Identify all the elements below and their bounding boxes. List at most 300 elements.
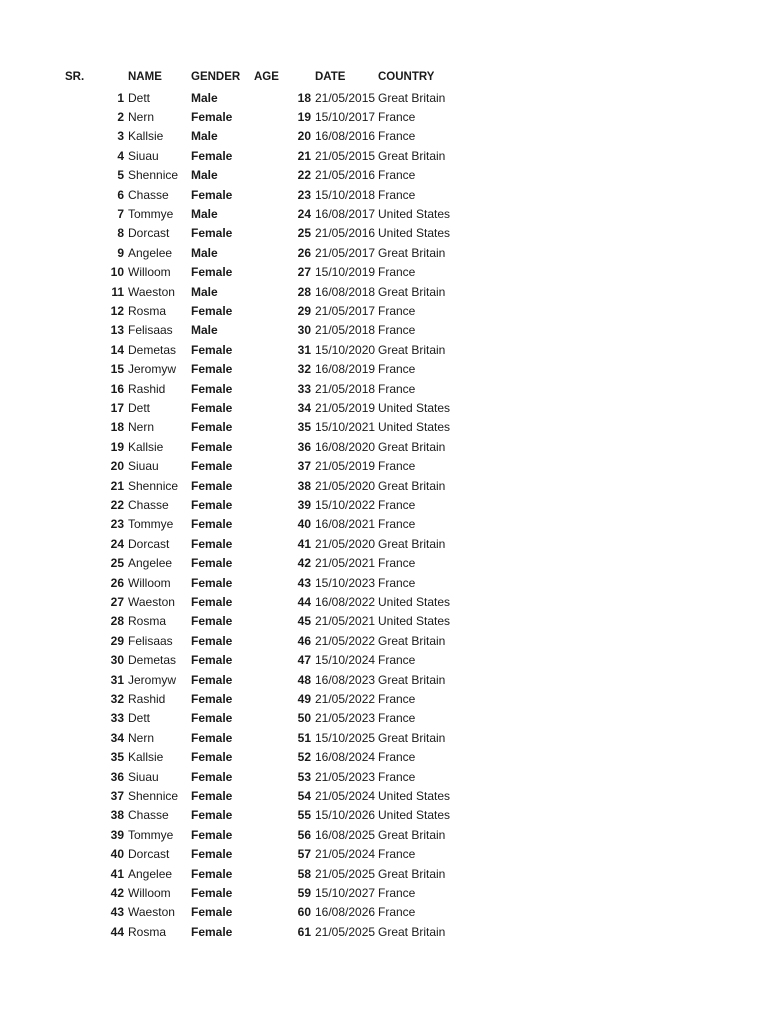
cell-name: Kallsie — [128, 129, 164, 144]
cell-sr: 25 — [110, 556, 124, 571]
cell-sr: 33 — [110, 711, 124, 726]
cell-sr: 28 — [110, 614, 124, 629]
cell-date: 21/05/2018 — [315, 381, 376, 396]
cell-country: France — [378, 459, 416, 474]
cell-age: 61 — [297, 924, 311, 939]
cell-country: France — [378, 265, 416, 280]
cell-name: Rosma — [128, 303, 167, 318]
cell-sr: 3 — [117, 129, 124, 144]
cell-date: 21/05/2022 — [315, 633, 376, 648]
cell-sr: 24 — [110, 536, 124, 551]
cell-sr: 42 — [110, 885, 124, 900]
cell-sr: 32 — [110, 691, 124, 706]
cell-country: France — [378, 575, 416, 590]
table-row — [0, 263, 768, 282]
table-row — [0, 690, 768, 709]
cell-age: 32 — [297, 362, 311, 377]
cell-country: United States — [378, 420, 451, 435]
cell-name: Waeston — [128, 905, 175, 920]
cell-age: 20 — [297, 129, 311, 144]
table-row — [0, 554, 768, 573]
cell-sr: 43 — [110, 905, 124, 920]
cell-sr: 31 — [110, 672, 124, 687]
cell-country: France — [378, 109, 416, 124]
cell-sr: 40 — [110, 847, 124, 862]
cell-sr: 36 — [110, 769, 124, 784]
cell-name: Nern — [128, 730, 155, 745]
cell-gender: Male — [191, 245, 218, 260]
cell-age: 35 — [297, 420, 311, 435]
table-row — [0, 166, 768, 185]
table-row — [0, 865, 768, 884]
cell-sr: 2 — [117, 109, 124, 124]
table-row — [0, 477, 768, 496]
cell-sr: 38 — [110, 808, 124, 823]
cell-country: France — [378, 517, 416, 532]
table-row — [0, 748, 768, 767]
table-row — [0, 787, 768, 806]
cell-date: 21/05/2021 — [315, 614, 376, 629]
cell-country: United States — [378, 594, 451, 609]
cell-name: Rosma — [128, 614, 167, 629]
cell-age: 38 — [297, 478, 311, 493]
cell-age: 18 — [297, 90, 311, 105]
cell-age: 40 — [297, 517, 311, 532]
cell-gender: Female — [191, 148, 233, 163]
cell-country: United States — [378, 614, 451, 629]
cell-name: Tommye — [128, 827, 174, 842]
cell-gender: Female — [191, 808, 233, 823]
cell-country: United States — [378, 808, 451, 823]
cell-sr: 29 — [110, 633, 124, 648]
cell-gender: Female — [191, 400, 233, 415]
cell-age: 29 — [297, 303, 311, 318]
cell-name: Shennice — [128, 168, 179, 183]
cell-date: 15/10/2026 — [315, 808, 376, 823]
cell-age: 25 — [297, 226, 311, 241]
cell-date: 21/05/2023 — [315, 769, 376, 784]
cell-country: France — [378, 885, 416, 900]
table-row — [0, 283, 768, 302]
cell-sr: 10 — [110, 265, 124, 280]
cell-country: Great Britain — [378, 478, 446, 493]
cell-name: Willoom — [128, 885, 171, 900]
cell-country: France — [378, 691, 416, 706]
cell-sr: 41 — [110, 866, 124, 881]
cell-country: United States — [378, 788, 451, 803]
cell-age: 26 — [297, 245, 311, 260]
table-row — [0, 496, 768, 515]
cell-age: 50 — [297, 711, 311, 726]
cell-country: France — [378, 168, 416, 183]
cell-sr: 14 — [110, 342, 124, 357]
table-row — [0, 244, 768, 263]
table-row — [0, 186, 768, 205]
cell-name: Chasse — [128, 808, 169, 823]
cell-sr: 6 — [117, 187, 124, 202]
cell-name: Shennice — [128, 788, 179, 803]
cell-gender: Female — [191, 866, 233, 881]
cell-country: France — [378, 556, 416, 571]
cell-name: Siuau — [128, 769, 159, 784]
cell-age: 24 — [297, 206, 311, 221]
cell-date: 21/05/2019 — [315, 400, 376, 415]
header-sr: SR. — [65, 71, 85, 83]
cell-country: France — [378, 769, 416, 784]
cell-gender: Female — [191, 711, 233, 726]
table-row — [0, 380, 768, 399]
table-row — [0, 651, 768, 670]
table-row — [0, 321, 768, 340]
cell-gender: Female — [191, 653, 233, 668]
cell-name: Dorcast — [128, 847, 170, 862]
header-name: NAME — [128, 71, 162, 83]
cell-gender: Female — [191, 556, 233, 571]
cell-country: France — [378, 303, 416, 318]
cell-gender: Female — [191, 750, 233, 765]
table-row — [0, 612, 768, 631]
cell-date: 15/10/2025 — [315, 730, 376, 745]
cell-gender: Female — [191, 478, 233, 493]
cell-age: 56 — [297, 827, 311, 842]
cell-sr: 8 — [117, 226, 124, 241]
cell-date: 16/08/2025 — [315, 827, 376, 842]
cell-date: 15/10/2024 — [315, 653, 376, 668]
cell-age: 53 — [297, 769, 311, 784]
cell-name: Dett — [128, 90, 151, 105]
cell-gender: Female — [191, 342, 233, 357]
cell-sr: 9 — [117, 245, 124, 260]
cell-gender: Female — [191, 362, 233, 377]
cell-gender: Female — [191, 847, 233, 862]
cell-date: 15/10/2020 — [315, 342, 376, 357]
table-row — [0, 709, 768, 728]
cell-name: Nern — [128, 420, 155, 435]
cell-country: France — [378, 497, 416, 512]
cell-country: Great Britain — [378, 633, 446, 648]
table-row — [0, 632, 768, 651]
table-row — [0, 360, 768, 379]
table-row — [0, 457, 768, 476]
cell-sr: 16 — [110, 381, 124, 396]
table-row — [0, 89, 768, 108]
cell-date: 15/10/2021 — [315, 420, 376, 435]
table-row — [0, 806, 768, 825]
cell-sr: 20 — [110, 459, 124, 474]
cell-sr: 22 — [110, 497, 124, 512]
cell-name: Angelee — [128, 245, 173, 260]
cell-name: Felisaas — [128, 323, 173, 338]
table-row — [0, 341, 768, 360]
table-row — [0, 768, 768, 787]
cell-sr: 34 — [110, 730, 124, 745]
cell-gender: Male — [191, 323, 218, 338]
cell-sr: 37 — [110, 788, 124, 803]
cell-date: 15/10/2023 — [315, 575, 376, 590]
table-row — [0, 205, 768, 224]
cell-country: Great Britain — [378, 536, 446, 551]
cell-country: France — [378, 323, 416, 338]
cell-gender: Female — [191, 730, 233, 745]
cell-age: 59 — [297, 885, 311, 900]
cell-date: 21/05/2020 — [315, 478, 376, 493]
cell-age: 47 — [297, 653, 311, 668]
table-row — [0, 923, 768, 942]
header-country: COUNTRY — [378, 71, 435, 83]
table-row — [0, 302, 768, 321]
cell-sr: 5 — [117, 168, 124, 183]
cell-name: Kallsie — [128, 750, 164, 765]
table-row — [0, 127, 768, 146]
cell-age: 43 — [297, 575, 311, 590]
table-row — [0, 515, 768, 534]
table-row — [0, 438, 768, 457]
cell-name: Rosma — [128, 924, 167, 939]
table-row — [0, 903, 768, 922]
cell-age: 52 — [297, 750, 311, 765]
cell-sr: 1 — [117, 90, 124, 105]
table-row — [0, 418, 768, 437]
cell-date: 15/10/2019 — [315, 265, 376, 280]
cell-age: 49 — [297, 691, 311, 706]
cell-age: 42 — [297, 556, 311, 571]
cell-country: France — [378, 362, 416, 377]
cell-date: 15/10/2017 — [315, 109, 376, 124]
cell-country: Great Britain — [378, 90, 446, 105]
cell-country: Great Britain — [378, 245, 446, 260]
table-row — [0, 108, 768, 127]
cell-age: 23 — [297, 187, 311, 202]
cell-name: Rashid — [128, 691, 166, 706]
cell-date: 15/10/2022 — [315, 497, 376, 512]
cell-name: Kallsie — [128, 439, 164, 454]
table-row — [0, 845, 768, 864]
cell-age: 28 — [297, 284, 311, 299]
cell-age: 51 — [297, 730, 311, 745]
cell-name: Waeston — [128, 594, 175, 609]
cell-gender: Male — [191, 129, 218, 144]
cell-gender: Male — [191, 168, 218, 183]
cell-age: 41 — [297, 536, 311, 551]
cell-sr: 21 — [110, 478, 124, 493]
cell-age: 34 — [297, 400, 311, 415]
cell-gender: Female — [191, 420, 233, 435]
cell-sr: 13 — [110, 323, 124, 338]
cell-date: 21/05/2017 — [315, 245, 376, 260]
cell-gender: Female — [191, 594, 233, 609]
cell-name: Angelee — [128, 556, 173, 571]
cell-date: 16/08/2022 — [315, 594, 376, 609]
cell-age: 27 — [297, 265, 311, 280]
cell-country: United States — [378, 400, 451, 415]
cell-age: 55 — [297, 808, 311, 823]
cell-name: Demetas — [128, 342, 177, 357]
cell-sr: 30 — [110, 653, 124, 668]
header-date: DATE — [315, 71, 346, 83]
cell-country: France — [378, 187, 416, 202]
cell-date: 21/05/2018 — [315, 323, 376, 338]
cell-sr: 35 — [110, 750, 124, 765]
cell-sr: 7 — [117, 206, 124, 221]
cell-date: 21/05/2016 — [315, 226, 376, 241]
cell-country: Great Britain — [378, 730, 446, 745]
cell-age: 45 — [297, 614, 311, 629]
table-row — [0, 574, 768, 593]
cell-name: Nern — [128, 109, 155, 124]
cell-sr: 4 — [117, 148, 124, 163]
cell-date: 16/08/2023 — [315, 672, 376, 687]
cell-age: 39 — [297, 497, 311, 512]
cell-country: United States — [378, 226, 451, 241]
cell-gender: Female — [191, 109, 233, 124]
cell-gender: Female — [191, 924, 233, 939]
cell-age: 57 — [297, 847, 311, 862]
table-row — [0, 147, 768, 166]
cell-age: 46 — [297, 633, 311, 648]
cell-gender: Female — [191, 459, 233, 474]
cell-name: Jeromyw — [128, 362, 177, 377]
cell-date: 15/10/2027 — [315, 885, 376, 900]
table-row — [0, 826, 768, 845]
cell-age: 58 — [297, 866, 311, 881]
cell-age: 36 — [297, 439, 311, 454]
cell-name: Chasse — [128, 187, 169, 202]
cell-country: Great Britain — [378, 866, 446, 881]
cell-date: 16/08/2020 — [315, 439, 376, 454]
cell-gender: Female — [191, 536, 233, 551]
cell-sr: 19 — [110, 439, 124, 454]
cell-age: 31 — [297, 342, 311, 357]
cell-gender: Female — [191, 265, 233, 280]
cell-date: 21/05/2025 — [315, 924, 376, 939]
cell-date: 21/05/2025 — [315, 866, 376, 881]
cell-gender: Female — [191, 381, 233, 396]
cell-gender: Female — [191, 905, 233, 920]
cell-name: Willoom — [128, 575, 171, 590]
cell-gender: Female — [191, 497, 233, 512]
cell-age: 22 — [297, 168, 311, 183]
cell-date: 21/05/2016 — [315, 168, 376, 183]
cell-date: 16/08/2021 — [315, 517, 376, 532]
cell-name: Tommye — [128, 206, 174, 221]
cell-date: 21/05/2021 — [315, 556, 376, 571]
cell-country: Great Britain — [378, 827, 446, 842]
cell-gender: Female — [191, 187, 233, 202]
cell-date: 21/05/2024 — [315, 788, 376, 803]
cell-country: Great Britain — [378, 924, 446, 939]
cell-gender: Male — [191, 284, 218, 299]
cell-age: 19 — [297, 109, 311, 124]
cell-sr: 26 — [110, 575, 124, 590]
cell-sr: 12 — [110, 303, 124, 318]
cell-name: Siuau — [128, 459, 159, 474]
cell-sr: 23 — [110, 517, 124, 532]
cell-name: Demetas — [128, 653, 177, 668]
header-age: AGE — [254, 71, 279, 83]
cell-name: Dorcast — [128, 226, 170, 241]
cell-date: 21/05/2015 — [315, 90, 376, 105]
table-row — [0, 671, 768, 690]
cell-name: Jeromyw — [128, 672, 177, 687]
cell-sr: 18 — [110, 420, 124, 435]
cell-gender: Female — [191, 769, 233, 784]
table-row — [0, 399, 768, 418]
cell-date: 16/08/2019 — [315, 362, 376, 377]
cell-country: Great Britain — [378, 148, 446, 163]
cell-name: Waeston — [128, 284, 175, 299]
cell-gender: Female — [191, 885, 233, 900]
table-row — [0, 535, 768, 554]
cell-gender: Female — [191, 691, 233, 706]
cell-gender: Female — [191, 614, 233, 629]
cell-name: Felisaas — [128, 633, 173, 648]
cell-name: Siuau — [128, 148, 159, 163]
table-row — [0, 224, 768, 243]
cell-gender: Female — [191, 226, 233, 241]
cell-date: 21/05/2023 — [315, 711, 376, 726]
cell-country: France — [378, 129, 416, 144]
cell-date: 21/05/2024 — [315, 847, 376, 862]
cell-name: Dorcast — [128, 536, 170, 551]
cell-country: France — [378, 905, 416, 920]
cell-sr: 39 — [110, 827, 124, 842]
cell-country: France — [378, 847, 416, 862]
header-row — [0, 68, 768, 87]
cell-country: Great Britain — [378, 672, 446, 687]
cell-country: France — [378, 750, 416, 765]
cell-gender: Female — [191, 517, 233, 532]
cell-country: Great Britain — [378, 342, 446, 357]
cell-gender: Female — [191, 827, 233, 842]
cell-name: Rashid — [128, 381, 166, 396]
cell-gender: Male — [191, 90, 218, 105]
cell-gender: Female — [191, 788, 233, 803]
cell-age: 33 — [297, 381, 311, 396]
cell-date: 21/05/2019 — [315, 459, 376, 474]
table-row — [0, 884, 768, 903]
cell-name: Tommye — [128, 517, 174, 532]
cell-name: Dett — [128, 711, 151, 726]
cell-country: United States — [378, 206, 451, 221]
cell-age: 60 — [297, 905, 311, 920]
table-row — [0, 593, 768, 612]
cell-country: France — [378, 711, 416, 726]
cell-gender: Female — [191, 439, 233, 454]
cell-country: Great Britain — [378, 284, 446, 299]
cell-country: Great Britain — [378, 439, 446, 454]
cell-sr: 27 — [110, 594, 124, 609]
cell-sr: 15 — [110, 362, 124, 377]
cell-gender: Female — [191, 575, 233, 590]
cell-date: 21/05/2022 — [315, 691, 376, 706]
cell-age: 44 — [297, 594, 311, 609]
cell-gender: Female — [191, 633, 233, 648]
cell-date: 15/10/2018 — [315, 187, 376, 202]
table-row — [0, 729, 768, 748]
cell-date: 16/08/2018 — [315, 284, 376, 299]
cell-name: Willoom — [128, 265, 171, 280]
cell-date: 21/05/2020 — [315, 536, 376, 551]
cell-age: 48 — [297, 672, 311, 687]
cell-name: Dett — [128, 400, 151, 415]
cell-name: Shennice — [128, 478, 179, 493]
cell-date: 16/08/2026 — [315, 905, 376, 920]
cell-date: 21/05/2015 — [315, 148, 376, 163]
cell-sr: 17 — [110, 400, 124, 415]
cell-age: 30 — [297, 323, 311, 338]
cell-date: 16/08/2017 — [315, 206, 376, 221]
cell-country: France — [378, 381, 416, 396]
